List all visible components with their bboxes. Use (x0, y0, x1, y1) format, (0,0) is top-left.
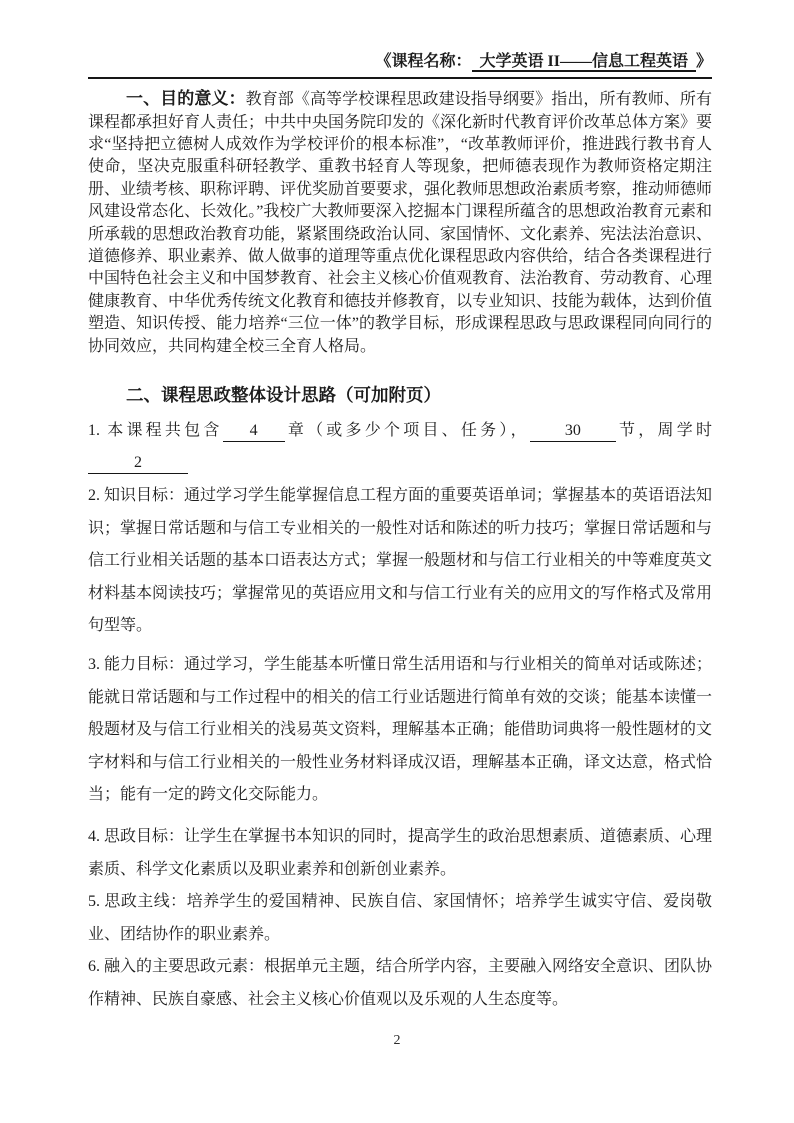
section-one-body: 教育部《高等学校课程思政建设指导纲要》指出，所有教师、所有课程都承担好育人责任；中共中央国务院印发的《深化新时代教育评价改革总体方案》要求“坚持把立德树人成效作为学校评价的根本标准”，“改革教师评价，推进践行教书育人使命，坚决克服重科研轻教学、重教书轻育人等现象，把师德表现作为教师资格定期注册、业绩考核、职称评聘、评优奖励首要要求，强化教师思想政治素质考察，推动师德师风建设常态化、长效化。”我校广大教师要深入挖掘本门课程所蕴含的思想政治教育元素和所承载的思想政治教育功能，紧紧围绕政治认同、家国情怀、文化素养、宪法法治意识、道德修养、职业素养、做人做事的道理等重点优化课程思政内容供给，结合各类课程进行中国特色社会主义和中国梦教育、社会主义核心价值观教育、法治教育、劳动教育、心理健康教育、中华优秀传统文化教育和德技并修教育，以专业知识、技能为载体，达到价值塑造、知识传授、能力培养“三位一体”的教学目标，形成课程思政与思政课程同向同行的协同效应，共同构建全校三全育人格局。 (88, 91, 713, 355)
course-structure-text-3: 节，周学时 (615, 421, 712, 439)
section-two-items (88, 415, 712, 1017)
course-name-title: 大学英语 II——信息工程英语 (472, 53, 696, 72)
knowledge-goals-paragraph: 2. 知识目标：通过学习学生能掌握信息工程方面的重要英语单词；掌握基本的英语语法知识；掌握日常话题和与信工专业相关的一般性对话和陈述的听力技巧；掌握日常话题和与信工行业相关话题的基本口语表达方式；掌握一般题材和与信工行业相关的中等难度英文材料基本阅读技巧；掌握常见的英语应用文和与信工行业有关的应用文的写作格式及常用句型等。 (88, 487, 713, 635)
chapter-count-blank: 4 (223, 421, 285, 442)
course-structure-line (88, 415, 712, 480)
course-name-suffix: 》 (695, 53, 712, 70)
page-number: 2 (393, 1033, 401, 1048)
weekly-hours-blank: 2 (88, 453, 188, 474)
page-header (88, 50, 712, 79)
ideological-mainline-paragraph: 5. 思政主线：培养学生的爱国精神、民族自信、家国情怀；培养学生诚实守信、爱岗敬业、团结协作的职业素养。 (88, 893, 712, 943)
section-two-heading: 二、课程思政整体设计思路（可加附页） (126, 385, 441, 406)
section-count-blank: 30 (530, 421, 616, 442)
course-structure-text-1: 1. 本课程共包含 (88, 421, 223, 439)
course-structure-text-2: 章（或多少个项目、任务）， (284, 421, 530, 439)
section-one-heading: 一、目的意义： (126, 89, 246, 109)
ideological-goals-paragraph: 4. 思政目标：让学生在掌握书本知识的同时，提高学生的政治思想素质、道德素质、心理素质、科学文化素质以及职业素养和创新创业素养。 (88, 827, 713, 878)
ideological-elements-paragraph: 6. 融入的主要思政元素：根据单元主题，结合所学内容，主要融入网络安全意识、团队协作精神、民族自豪感、社会主义核心价值观以及乐观的人生态度等。 (88, 958, 713, 1008)
ability-goals-paragraph: 3. 能力目标：通过学习，学生能基本听懂日常生活用语和与行业相关的简单对话或陈述；能就日常话题和与工作过程中的相关的信工行业话题进行简单有效的交谈；能基本读懂一般题材及与信工行业相关的浅易英文资料，理解基本正确；能借助词典将一般性题材的文字材料和与信工行业相关的一般性业务材料译成汉语，理解基本正确，译文达意，格式恰当；能有一定的跨文化交际能力。 (88, 655, 713, 804)
section-one-paragraph (88, 88, 712, 358)
course-name-prefix: 《课程名称： (375, 53, 472, 70)
